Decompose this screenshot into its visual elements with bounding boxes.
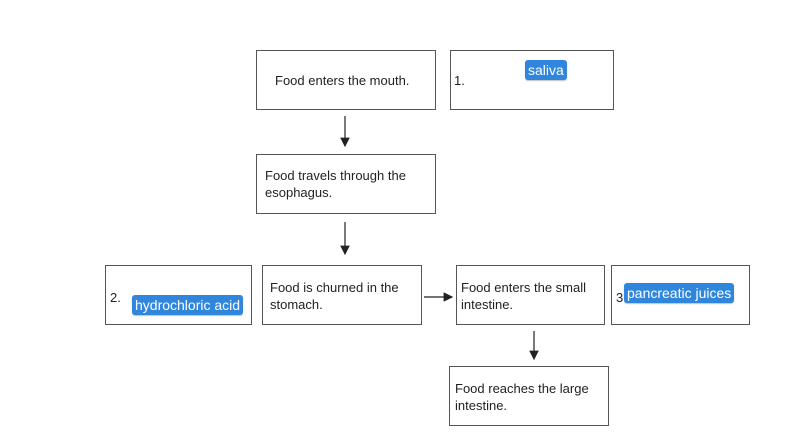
step-esophagus-text: Food travels through the esophagus. [265,168,406,200]
step-mouth-box [256,50,436,110]
step-stomach-box [262,265,422,325]
chip-saliva[interactable]: saliva [525,60,567,80]
step-small-intestine-text: Food enters the small intestine. [461,280,587,312]
step-large-intestine-text: Food reaches the large intestine. [455,381,589,413]
step-large-intestine-box [449,366,609,426]
chip-hydrochloric-acid[interactable]: hydrochloric acid [132,295,243,315]
answer-1-dropzone[interactable] [450,50,614,110]
answer-1-number: 1. [454,73,465,88]
answer-3-number: 3 [616,290,624,305]
step-mouth-text: Food enters the mouth. [275,73,410,88]
step-stomach-text: Food is churned in the stomach. [270,280,399,312]
step-small-intestine-box [456,265,605,325]
chip-pancreatic-juices[interactable]: pancreatic juices [624,283,734,303]
step-esophagus-box [256,154,436,214]
answer-2-number: 2. [110,290,121,305]
